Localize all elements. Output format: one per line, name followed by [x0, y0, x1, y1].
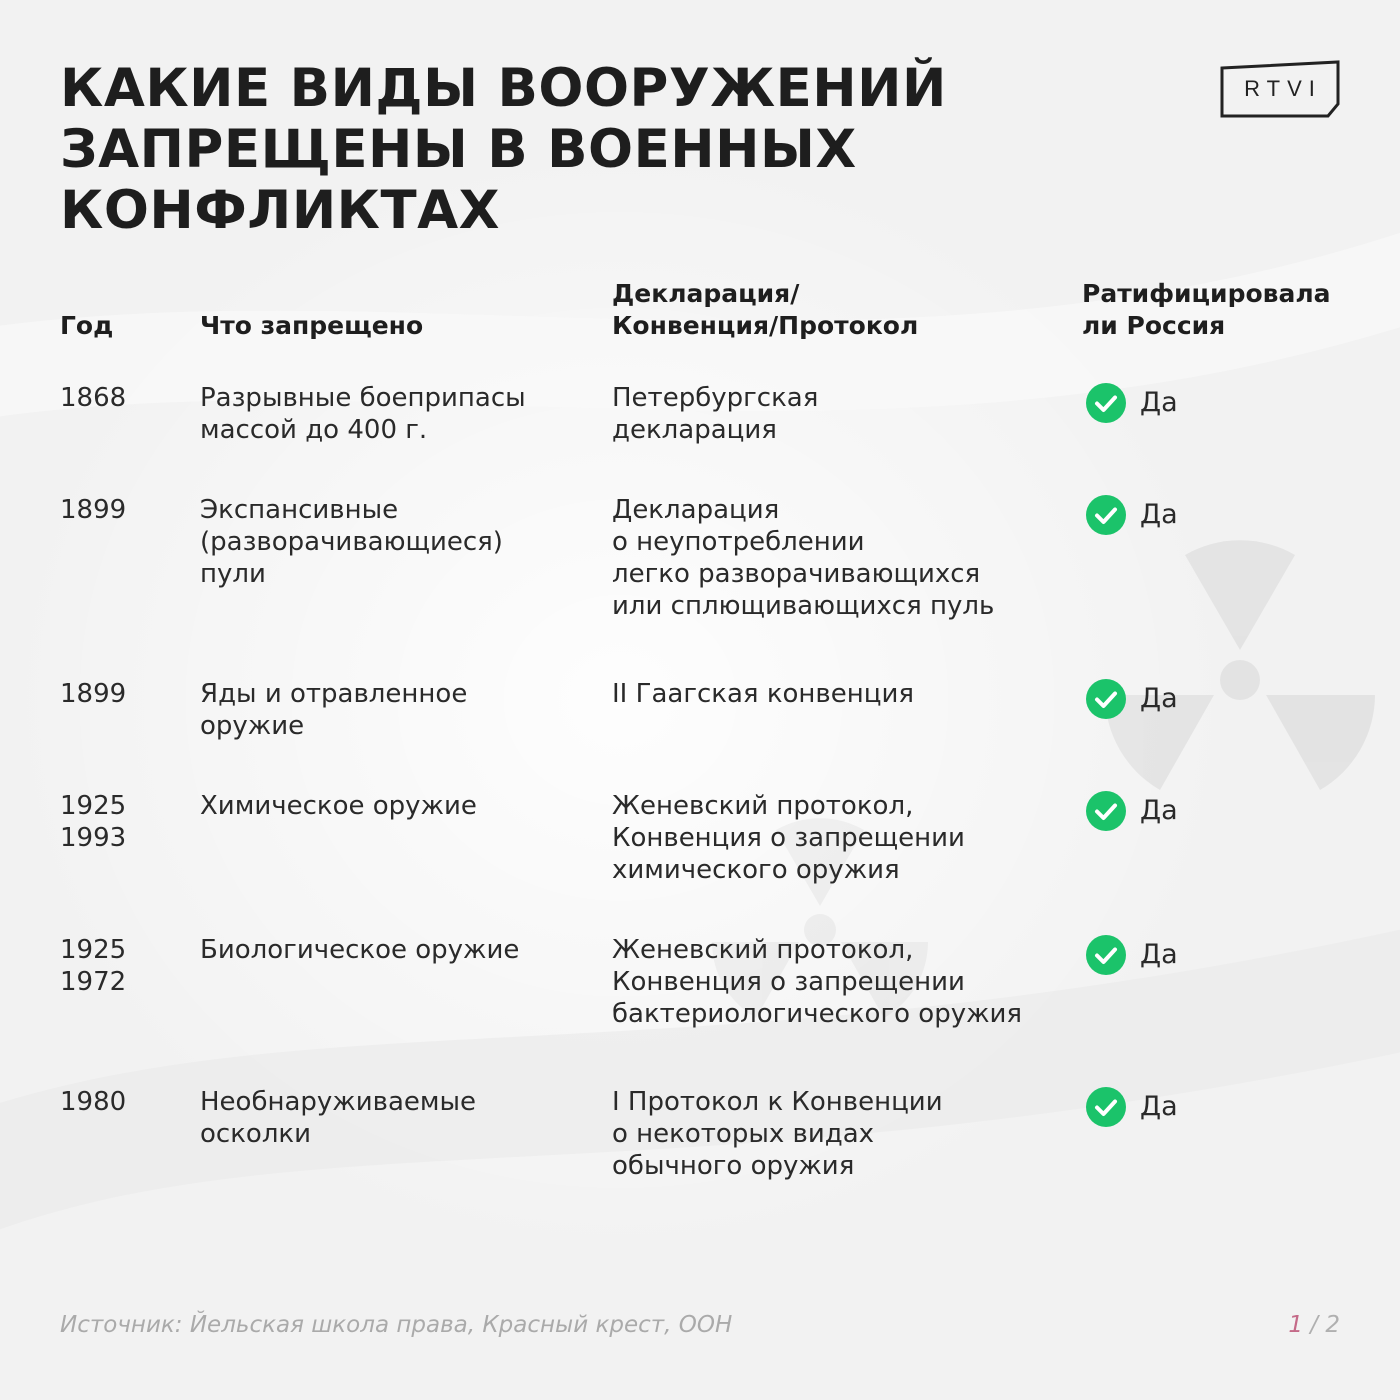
year-cell — [60, 494, 126, 526]
year-text: 1925 — [60, 791, 127, 821]
ratified-text: Да — [1140, 1091, 1178, 1122]
what-text: оружие — [200, 711, 305, 741]
what-text: массой до 400 г. — [200, 415, 428, 445]
what-text: Химическое оружие — [200, 791, 477, 821]
check-circle-icon — [1086, 1087, 1126, 1127]
year-text: 1899 — [60, 495, 127, 525]
declaration-cell — [612, 382, 818, 446]
declaration-cell — [612, 790, 965, 886]
ratified-cell — [1086, 790, 1178, 832]
logo-text: RTVI — [1244, 76, 1322, 101]
page-total: 2 — [1325, 1312, 1340, 1338]
declaration-text: декларация — [612, 415, 777, 445]
check-circle-icon — [1086, 495, 1126, 535]
check-circle-icon — [1086, 935, 1126, 975]
declaration-cell — [612, 1086, 943, 1182]
declaration-text: Декларация — [612, 495, 780, 525]
declaration-text: легко разворачивающихся — [612, 559, 981, 589]
year-text: 1980 — [60, 1087, 127, 1117]
what-text: Яды и отравленное — [200, 679, 468, 709]
source-note: Источник: Йельская школа права, Красный крест, ООН — [60, 1312, 733, 1338]
what-text: Экспансивные — [200, 495, 399, 525]
ratified-cell — [1086, 1086, 1178, 1128]
what-cell — [200, 934, 519, 966]
year-cell — [60, 1086, 126, 1118]
what-cell — [200, 494, 503, 590]
what-text: (разворачивающиеся) — [200, 527, 503, 557]
declaration-text: II Гаагская конвенция — [612, 679, 914, 709]
page-separator: / — [1302, 1312, 1326, 1338]
header-year: Год — [60, 311, 114, 340]
declaration-text: химического оружия — [612, 855, 900, 885]
ratified-cell — [1086, 494, 1178, 536]
what-text: пули — [200, 559, 266, 589]
what-cell — [200, 678, 467, 742]
ratified-text: Да — [1140, 683, 1178, 714]
what-cell — [200, 790, 477, 822]
declaration-text: бактериологического оружия — [612, 999, 1023, 1029]
rtvi-logo — [1220, 60, 1340, 118]
year-text: 1993 — [60, 823, 127, 853]
check-circle-icon — [1086, 679, 1126, 719]
year-cell — [60, 382, 126, 414]
what-text: Необнаруживаемые — [200, 1087, 477, 1117]
declaration-text: Конвенция о запрещении — [612, 967, 965, 997]
what-text: осколки — [200, 1119, 312, 1149]
declaration-text: о неупотреблении — [612, 527, 865, 557]
check-circle-icon — [1086, 383, 1126, 423]
what-cell — [200, 1086, 476, 1150]
year-text: 1972 — [60, 967, 127, 997]
title-line: КОНФЛИКТАХ — [60, 180, 501, 241]
page-indicator — [1288, 1312, 1340, 1338]
check-circle-icon — [1086, 791, 1126, 831]
what-text: Биологическое оружие — [200, 935, 520, 965]
what-text: Разрывные боеприпасы — [200, 383, 526, 413]
ratified-cell — [1086, 382, 1178, 424]
declaration-text: Конвенция о запрещении — [612, 823, 965, 853]
title-line: ЗАПРЕЩЕНЫ В ВОЕННЫХ — [60, 119, 857, 180]
ratified-text: Да — [1140, 939, 1178, 970]
declaration-text: Женевский протокол, — [612, 935, 914, 965]
year-text: 1925 — [60, 935, 127, 965]
year-cell — [60, 790, 126, 854]
year-cell — [60, 678, 126, 710]
ratified-cell — [1086, 934, 1178, 976]
declaration-cell — [612, 494, 994, 622]
ratified-text: Да — [1140, 499, 1178, 530]
declaration-cell — [612, 678, 914, 710]
header-what: Что запрещено — [200, 311, 424, 340]
header-ratified-line: Ратифицировала — [1082, 279, 1331, 308]
header-ratified — [1082, 278, 1331, 342]
declaration-text: обычного оружия — [612, 1151, 855, 1181]
year-text: 1868 — [60, 383, 127, 413]
declaration-text: I Протокол к Конвенции — [612, 1087, 943, 1117]
year-cell — [60, 934, 126, 998]
what-cell — [200, 382, 526, 446]
declaration-text: Женевский протокол, — [612, 791, 914, 821]
page-current: 1 — [1288, 1312, 1303, 1338]
declaration-text: или сплющивающихся пуль — [612, 591, 995, 621]
ratified-text: Да — [1140, 795, 1178, 826]
header-ratified-line: ли Россия — [1082, 311, 1226, 340]
declaration-text: о некоторых видах — [612, 1119, 875, 1149]
page-title — [60, 58, 1060, 241]
header-declaration-line: Конвенция/Протокол — [612, 311, 919, 340]
ratified-text: Да — [1140, 387, 1178, 418]
ratified-cell — [1086, 678, 1178, 720]
header-declaration-line: Декларация/ — [612, 279, 800, 308]
title-line: КАКИЕ ВИДЫ ВООРУЖЕНИЙ — [60, 58, 947, 119]
year-text: 1899 — [60, 679, 127, 709]
declaration-cell — [612, 934, 1022, 1030]
declaration-text: Петербургская — [612, 383, 819, 413]
header-declaration — [612, 278, 918, 342]
